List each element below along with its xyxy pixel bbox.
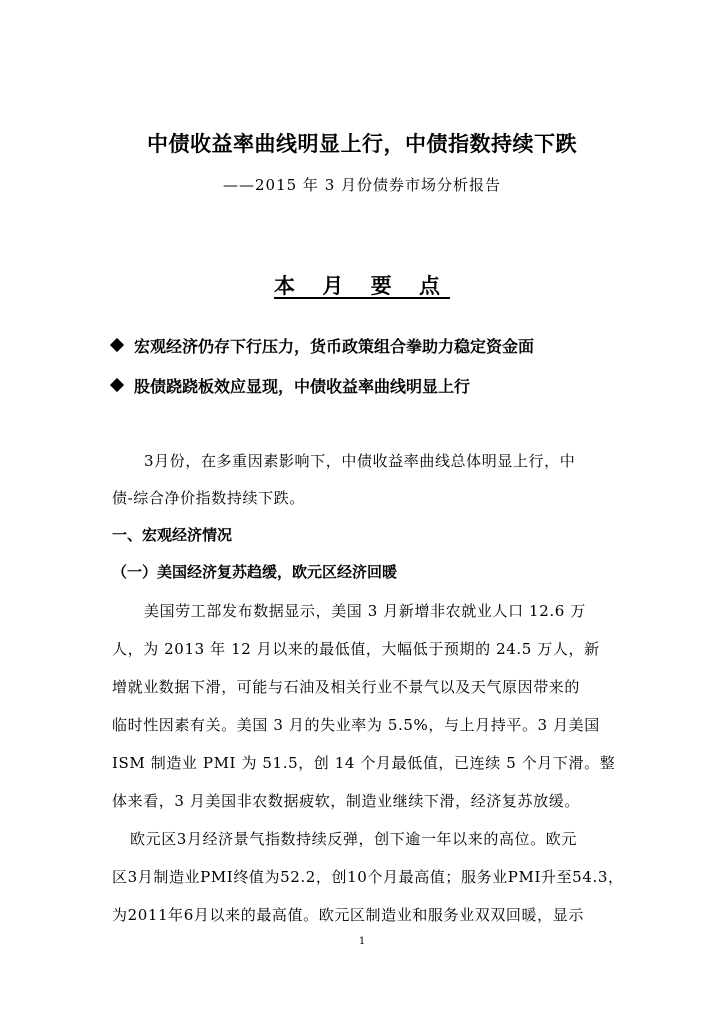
intro-line: 债-综合净价指数持续下跌。	[112, 489, 305, 507]
paragraph-line: 增就业数据下滑，可能与石油及相关行业不景气以及天气原因带来的	[112, 678, 581, 696]
paragraph-line: 体来看，3 月美国非农数据疲软，制造业继续下滑，经济复苏放缓。	[112, 792, 580, 810]
heading-us-eurozone: （一）美国经济复苏趋缓，欧元区经济回暖	[112, 563, 398, 581]
page-number: 1	[358, 936, 366, 947]
report-title: 中债收益率曲线明显上行，中债指数持续下跌	[147, 132, 577, 156]
intro-line: 3月份，在多重因素影响下，中债收益率曲线总体明显上行，中	[144, 452, 576, 470]
heading-macro-economy: 一、宏观经济情况	[112, 526, 233, 544]
section-heading-text: 本 月 要 点	[274, 274, 450, 298]
paragraph-line: 欧元区3月经济景气指数持续反弹，创下逾一年以来的高位。欧元	[130, 830, 577, 848]
paragraph-line: 美国劳工部发布数据显示，美国 3 月新增非农就业人口 12.6 万	[144, 602, 586, 620]
report-subtitle: ——2015 年 3 月份债券市场分析报告	[222, 176, 502, 194]
key-point-text: 宏观经济仍存下行压力，货币政策组合拳助力稳定资金面	[134, 337, 535, 356]
paragraph-line: ISM 制造业 PMI 为 51.5，创 14 个月最低值，已连续 5 个月下滑。整	[112, 754, 616, 772]
paragraph-line: 临时性因素有关。美国 3 月的失业率为 5.5%，与上月持平。3 月美国	[112, 716, 600, 734]
paragraph-line: 人，为 2013 年 12 月以来的最低值，大幅低于预期的 24.5 万人，新	[112, 640, 600, 658]
key-point	[112, 374, 470, 397]
diamond-bullet-icon	[110, 338, 124, 352]
section-heading-monthly-highlights	[0, 270, 724, 300]
key-point-text: 股债跷跷板效应显现，中债收益率曲线明显上行	[134, 377, 471, 396]
diamond-bullet-icon	[110, 378, 124, 392]
key-point	[112, 334, 534, 357]
paragraph-line: 为2011年6月以来的最高值。欧元区制造业和服务业双双回暖，显示	[112, 906, 584, 924]
paragraph-line: 区3月制造业PMI终值为52.2，创10个月最高值；服务业PMI升至54.3，	[112, 868, 624, 886]
